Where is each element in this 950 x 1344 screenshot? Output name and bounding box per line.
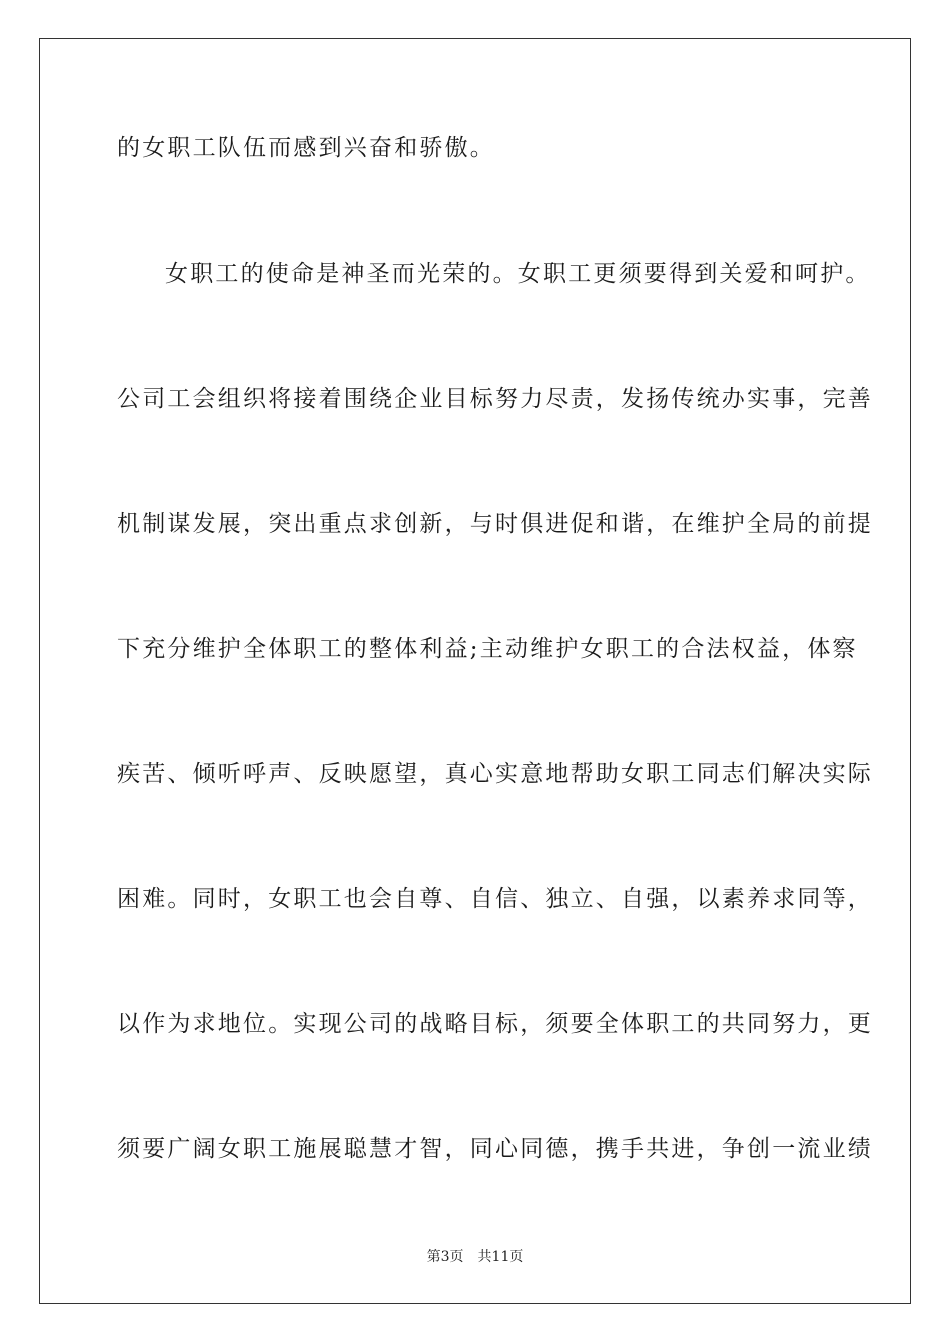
page-number: 第3页: [426, 1249, 464, 1265]
text-line-8: 以作为求地位。实现公司的战略目标，须要全体职工的共同努力，更: [117, 1011, 873, 1037]
text-line-1: 的女职工队伍而感到兴奋和骄傲。: [117, 135, 495, 161]
text-line-4: 机制谋发展，突出重点求创新，与时俱进促和谐，在维护全局的前提: [117, 511, 873, 537]
text-line-6: 疾苦、倾听呼声、反映愿望，真心实意地帮助女职工同志们解决实际: [117, 761, 873, 787]
text-line-7: 困难。同时，女职工也会自尊、自信、独立、自强，以素养求同等，: [117, 886, 873, 912]
page-total: 共11页: [477, 1249, 524, 1265]
text-line-9: 须要广阔女职工施展聪慧才智，同心同德，携手共进，争创一流业绩: [117, 1136, 873, 1162]
text-line-5: 下充分维护全体职工的整体利益;主动维护女职工的合法权益，体察: [117, 636, 858, 662]
page-border: [39, 38, 911, 1304]
text-line-2: 女职工的使命是神圣而光荣的。女职工更须要得到关爱和呵护。: [165, 261, 871, 287]
text-line-3: 公司工会组织将接着围绕企业目标努力尽责，发扬传统办实事，完善: [117, 386, 873, 412]
page-footer: [0, 1246, 950, 1266]
